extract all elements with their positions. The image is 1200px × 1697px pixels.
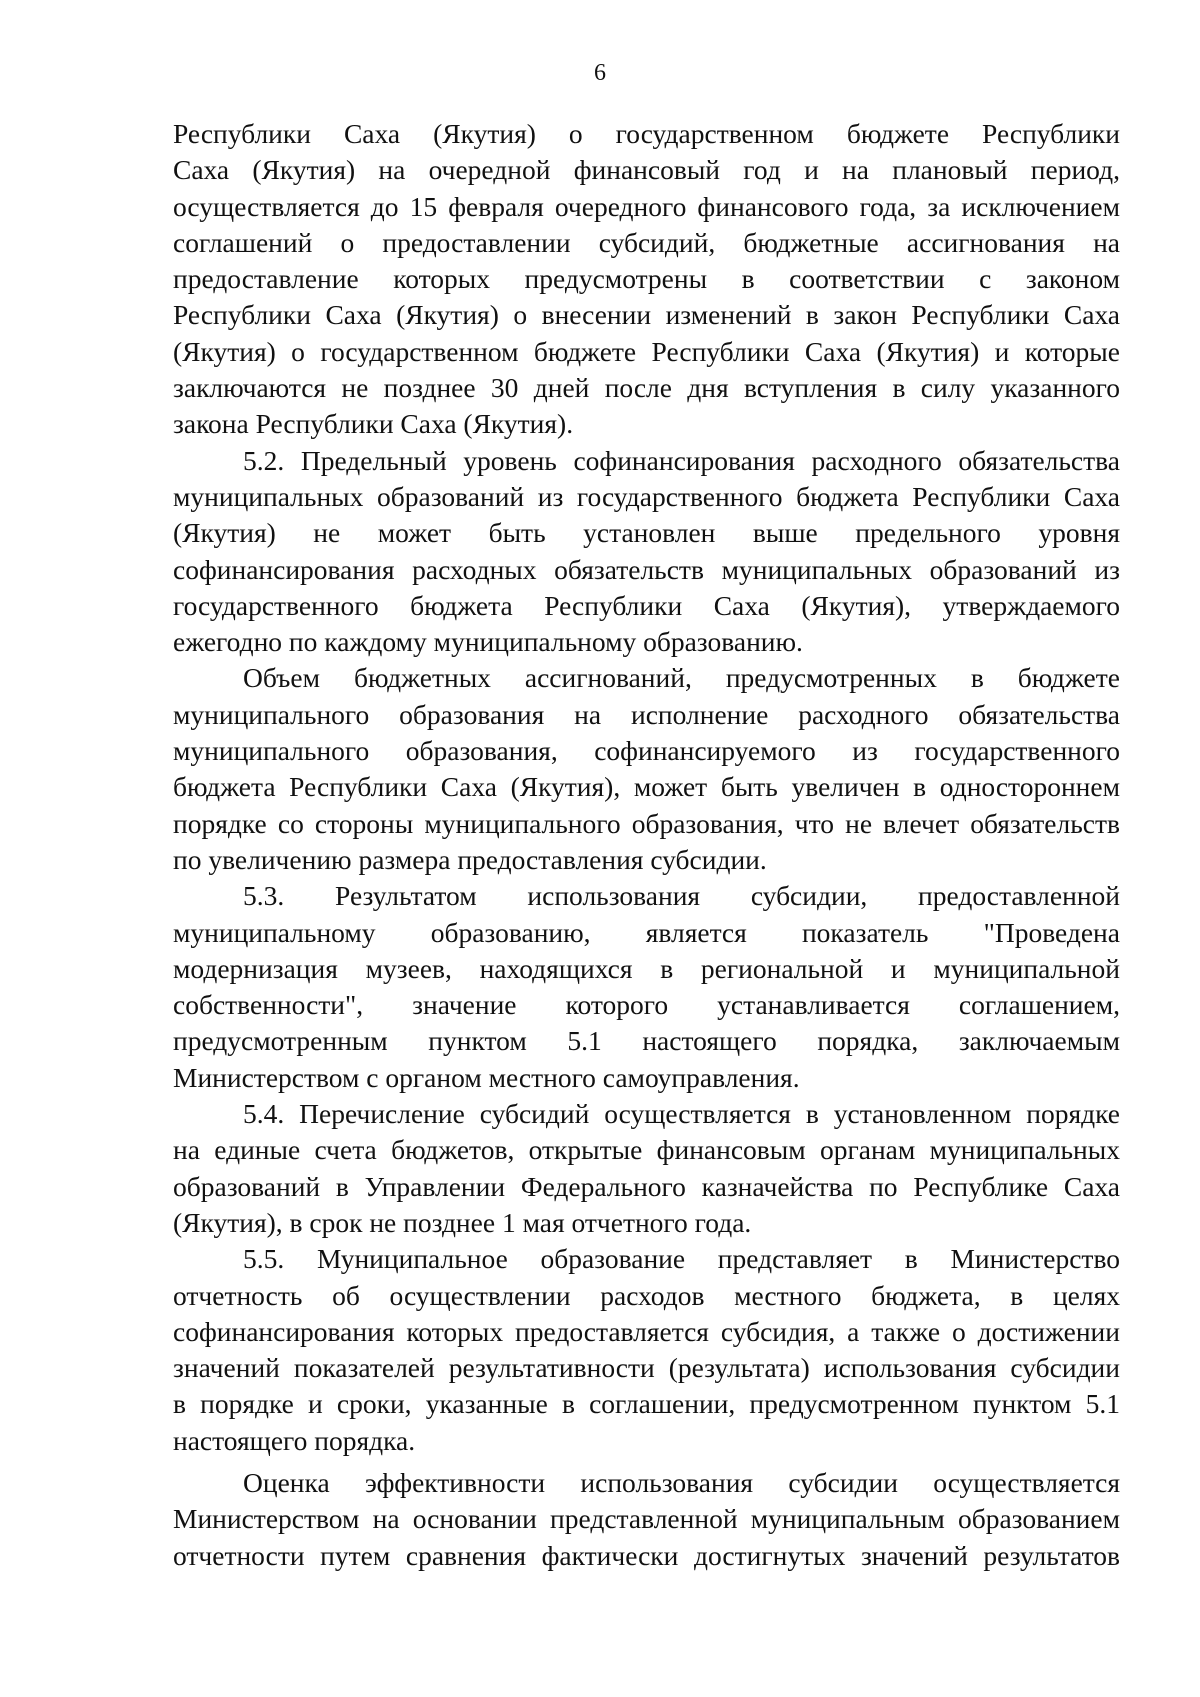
text-line: настоящего порядка.	[173, 1424, 416, 1456]
text-line: 5.2. Предельный уровень софинансирования расходного обязательства	[243, 444, 1120, 476]
paragraph-p7	[173, 1465, 1120, 1574]
text-line: муниципальному образованию, является показатель "Проведена	[173, 916, 1120, 948]
paragraph-p4	[173, 878, 1120, 1096]
text-line: 5.3. Результатом использования субсидии, предоставленной	[243, 880, 1120, 912]
paragraph-p1	[173, 116, 1120, 443]
text-line: Министерством с органом местного самоуправления.	[173, 1061, 800, 1093]
text-line: софинансирования расходных обязательств муниципальных образований из	[173, 553, 1120, 585]
text-line: закона Республики Саха (Якутия).	[173, 408, 574, 440]
text-line: в порядке и сроки, указанные в соглашении, предусмотренном пунктом 5.1	[173, 1388, 1120, 1420]
text-line: образований в Управлении Федерального казначейства по Республике Саха	[173, 1170, 1120, 1202]
text-line: (Якутия) о государственном бюджете Республики Саха (Якутия) и которые	[173, 335, 1120, 367]
text-line: предусмотренным пунктом 5.1 настоящего порядка, заключаемым	[173, 1025, 1120, 1057]
paragraph-p3	[173, 660, 1120, 878]
text-line: (Якутия), в срок не позднее 1 мая отчетного года.	[173, 1206, 752, 1238]
text-line: муниципальных образований из государственного бюджета Республики Саха	[173, 480, 1120, 512]
text-line: соглашений о предоставлении субсидий, бюджетные ассигнования на	[173, 226, 1120, 258]
paragraph-p2	[173, 443, 1120, 661]
text-line: государственного бюджета Республики Саха (Якутия), утверждаемого	[173, 589, 1120, 621]
text-line: по увеличению размера предоставления субсидии.	[173, 843, 767, 875]
text-line: Объем бюджетных ассигнований, предусмотренных в бюджете	[243, 662, 1120, 694]
text-line: модернизация музеев, находящихся в региональной и муниципальной	[173, 952, 1120, 984]
text-line: бюджета Республики Саха (Якутия), может быть увеличен в одностороннем	[173, 771, 1120, 803]
document-body	[173, 116, 1120, 1574]
text-line: значений показателей результативности (результата) использования субсидии	[173, 1352, 1120, 1384]
text-line: муниципального образования, софинансируемого из государственного	[173, 735, 1120, 767]
text-line: Республики Саха (Якутия) о внесении изменений в закон Республики Саха	[173, 299, 1120, 331]
text-line: Министерством на основании представленной муниципальным образованием	[173, 1503, 1120, 1535]
text-line: на единые счета бюджетов, открытые финансовым органам муниципальных	[173, 1134, 1120, 1166]
text-line: отчетность об осуществлении расходов местного бюджета, в целях	[173, 1279, 1120, 1311]
text-line: порядке со стороны муниципального образования, что не влечет обязательств	[173, 807, 1120, 839]
page-number: 6	[594, 60, 606, 86]
text-line: (Якутия) не может быть установлен выше предельного уровня	[173, 517, 1120, 549]
text-line: ежегодно по каждому муниципальному образованию.	[173, 626, 803, 658]
text-line: муниципального образования на исполнение расходного обязательства	[173, 698, 1120, 730]
text-line: предоставление которых предусмотрены в соответствии с законом	[173, 263, 1120, 295]
text-line: софинансирования которых предоставляется субсидия, а также о достижении	[173, 1315, 1120, 1347]
text-line: заключаются не позднее 30 дней после дня вступления в силу указанного	[173, 372, 1120, 404]
paragraph-p5	[173, 1096, 1120, 1241]
text-line: Саха (Якутия) на очередной финансовый год и на плановый период,	[173, 154, 1120, 186]
text-line: отчетности путем сравнения фактически достигнутых значений результатов	[173, 1539, 1120, 1571]
text-line: собственности", значение которого устанавливается соглашением,	[173, 989, 1120, 1021]
text-line: осуществляется до 15 февраля очередного финансового года, за исключением	[173, 190, 1120, 222]
text-line: 5.5. Муниципальное образование представляет в Министерство	[243, 1243, 1120, 1275]
text-line: Республики Саха (Якутия) о государственном бюджете Республики	[173, 118, 1120, 149]
text-line: Оценка эффективности использования субсидии осуществляется	[243, 1466, 1120, 1498]
text-line: 5.4. Перечисление субсидий осуществляется в установленном порядке	[243, 1098, 1120, 1130]
paragraph-p6	[173, 1241, 1120, 1459]
